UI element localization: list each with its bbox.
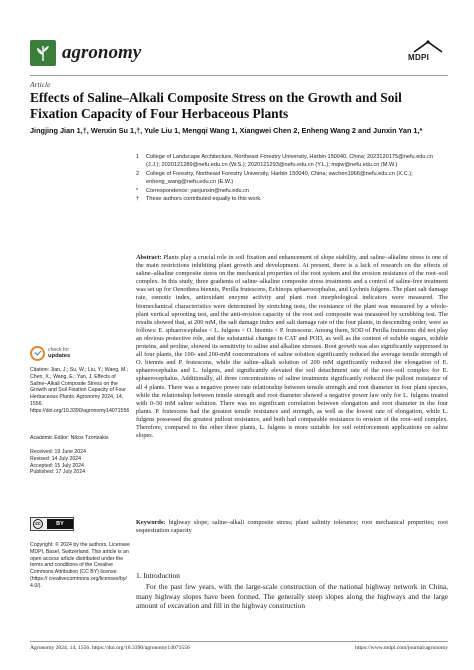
by-icon: BY [47,519,73,529]
affiliation-mark: 1 [136,154,140,160]
correspondence-text[interactable]: Correspondence: yanjunxin@nefu.edu.cn [146,188,250,195]
author-list: Jingjing Jian 1,†, Wenxin Su 1,†, Yule Liu 1, Mengqi Wang 1, Xiangwei Chen 2, Enheng Wang 2 and Junxin Yan 1,* [30,126,423,135]
academic-editor: Academic Editor: Nikos Tzortzakis [30,435,109,441]
journal-header [30,40,448,74]
accepted-date: Accepted: 15 July 2024 [30,462,84,469]
abstract-text: Plants play a crucial role in soil fixation and enhancement of slope stability, and saline–alkaline stress is one of the main restrictions inhibiting plant growth and development. At present, there is a lack of research on the effects of saline–alkaline composite stress on the mechanical properties of the root system and the erosion resistance of the root–soil complex. In this study, three gradients of saline–alkaline composite stress treatments and a control of saline-free treatment was set up for Oenothera biennis, Perilla frutescens, Echinops sphaerocephalus, and Lychnis fulgens. The plant salt damage rate, osmotic index, antioxidant enzyme activity and plant root morphological indicators were measured. The biomechanical characteristics were determined by stretching tests, the resistance of the plant was measured by a whole-plant vertical uprooting test, and the anti-erosion capacity of the root soil composite was measured by scrubbing test. The results showed that, at 200 mM, the salt damage index and salt damage rate of the four plants, in descending order, were as follows: E. sphaerocephalus < L. fulgens < O. biennis < P. frutescens. Among them, SOD of Perilla frutescens did not play an obvious protective role, and the substantial changes in CAT and POD, as well as the content of soluble sugars, soluble proteins, and proline, showed its sensitivity to saline and alkaline stresses. Root growth was also significantly suppressed in all four plants, the 100- and 200-mM concentrations of saline solution significantly reduced the average tensile strength of O. biennis and P. frutescens, while the saline–alkali solution of 200 mM significantly reduced the elongation of E. sphaerocephalus and L. fulgens, and significantly elevated the soil detachment rate of the root–soil complex for E. sphaerocephalus. Additionally, all three concentrations of saline treatments significantly reduced the pullout resistance of all 4 plants. There was a negative power rate relationship between tensile strength and root diameter in four plant species, while the relationship between tensile strength and root diameter showed a negative power law only for L. fulgens treated with 0–50 mM saline solution. There was no significant correlation between elongation and root diameter in the four plants. P. frutescens had the greatest tensile resistance and strength, as well as the lowest rate of elongation, while L. fulgens possessed the greatest pullout resistance, and both had comparable resistance to erosion of the root–soil complex. Therefore, compared to the other three plants, L. fulgens is more suitable for soil reinforcement applications on saline slopes. [136,254,448,440]
affiliation-item [136,154,446,169]
mdpi-logo-icon [408,40,448,66]
footer-citation[interactable]: Agronomy 2024, 14, 1556. https://doi.org/10.3390/agronomy14071556 [30,645,190,651]
copyright-block: Copyright: © 2024 by the authors. Licensee MDPI, Basel, Switzerland. This article is an open access article distributed under the terms and conditions of the Creative Commons Attribution (CC BY) license (https:// creativecommons.org/licenses/by/ 4.0/). [30,542,130,589]
updates-label-bottom: updates [48,353,71,359]
received-date: Received: 19 June 2024 [30,449,86,455]
abstract-label: Abstract: [136,254,162,261]
article-title: Effects of Saline–Alkali Composite Stress on the Growth and Soil Fixation Capacity of Four Herbaceous Plants [30,90,402,121]
affiliation-mark: * [136,188,139,195]
journal-logo-icon [30,40,56,66]
equal-contribution-note [136,196,446,204]
keywords-label: Keywords: [136,519,166,526]
check-icon [30,346,45,361]
citation-text: Citation: Jian, J.; Su, W.; Liu, Y.; Wang, M.; Chen, X.; Wang, E.; Yan, J. Effects of Saline–Alkali Composite Stress on the Growth and Soil Fixation Capacity of Four Herbaceous Plants. Agronomy 2024, 14, 1556. https://doi.org/10.3390/agronomy14071556 [30,367,130,414]
affiliations [136,154,446,204]
section-heading: 1. Introduction [136,571,180,580]
published-date: Published: 17 July 2024 [30,469,86,476]
footer-journal-link[interactable]: https://www.mdpi.com/journal/agronomy [355,645,448,651]
citation-block [30,367,130,415]
affiliation-text: College of Forestry, Northeast Forestry University, Harbin 150040, China; swchen1966@nefu.edu.cn (X.C.); enheng_wang@nefu.edu.cn (E.W.) [146,171,413,185]
keywords [136,519,448,535]
header-divider [30,75,448,76]
cc-icon: cc [33,519,43,529]
updates-label-top: check for [48,347,70,353]
footer-divider [30,641,448,642]
revised-date: Revised: 14 July 2024 [30,455,82,462]
journal-name: agronomy [62,42,142,63]
article-type: Article [30,80,51,89]
note-text: These authors contributed equally to this work. [146,195,262,202]
abstract [136,254,448,440]
cc-by-license-icon[interactable] [30,517,74,531]
dates-block [30,449,130,476]
keywords-text: highway slope; saline–alkali composite stress; plant salinity tolerance; root mechanical properties; root sequestration capacity [136,519,449,535]
check-for-updates-button[interactable] [30,346,90,362]
correspondence [136,188,446,196]
affiliation-mark: 2 [136,171,140,178]
affiliation-item [136,171,446,186]
affiliation-text: College of Landscape Architecture, Northeast Forestry University, Harbin 150040, China; 2023120175@nefu.edu.cn (J.J.); 2020121289@nefu.edu.cn (W.S.); 2020121293@nefu.edu.cn (Y.L.); mqiw@nefu.edu.cn (M.W.) [146,154,433,168]
affiliation-mark: † [136,195,140,202]
introduction-text: For the past few years, with the large-scale construction of the national highway network in China, many highway slopes have been formed. The generally steep slopes along the highways and the large amount of excavation and fill in the highway construction [136,582,448,611]
publisher-name: MDPI [408,53,430,62]
